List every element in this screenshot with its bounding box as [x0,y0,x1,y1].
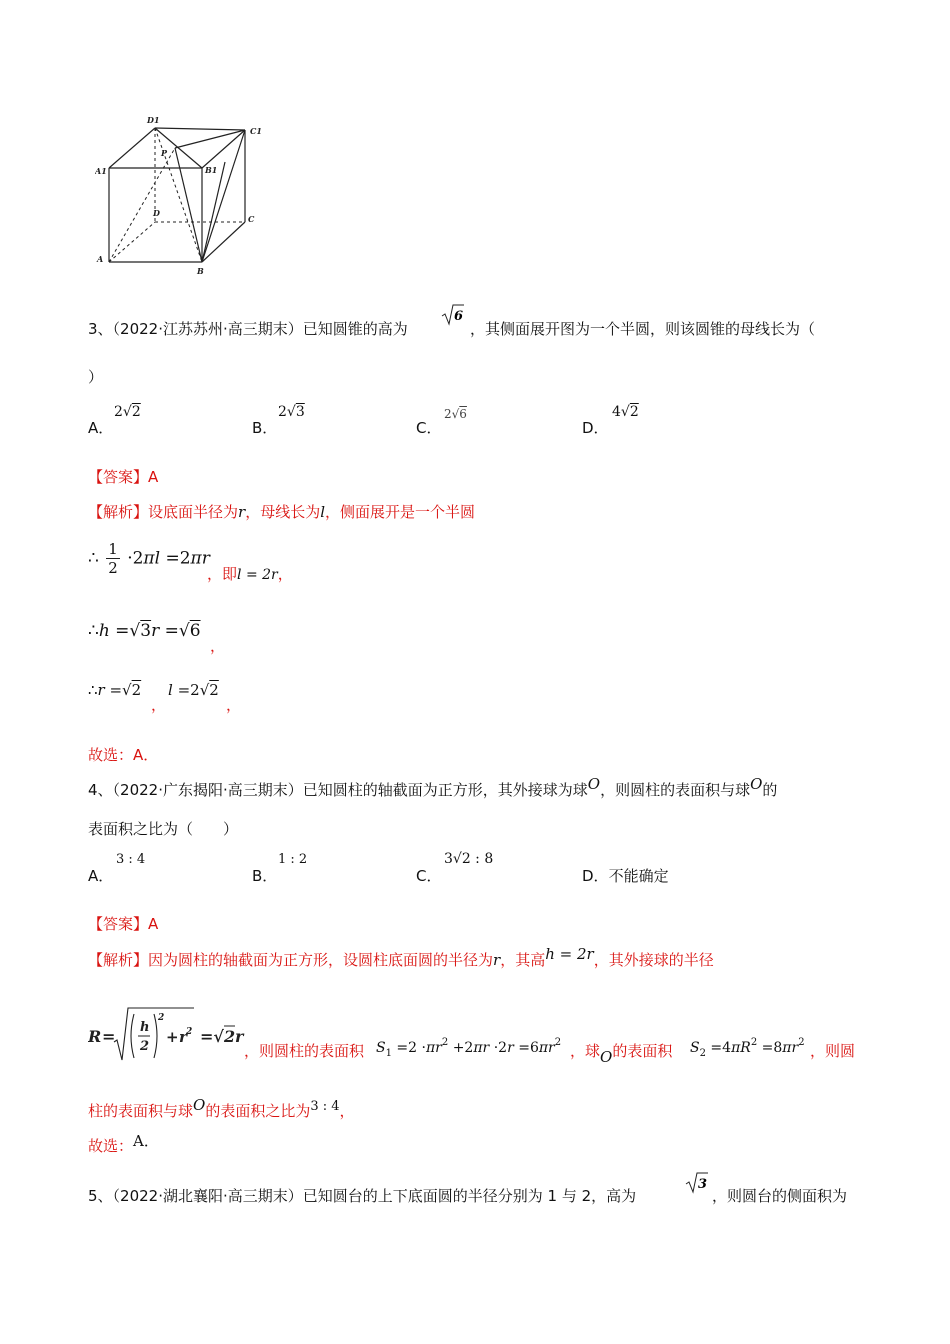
q4-ratio-line: 柱的表面积与球O的表面积之比为3 : 4， [88,1096,355,1120]
label-C: C [248,214,255,224]
svg-text:R: R [88,1027,102,1046]
q4-stem: 4、（2022·广东揭阳·高三期末）已知圆柱的轴截面为正方形，其外接球为球O，则圆柱的表面积与球O的 [88,775,778,799]
q4-option-c-value: 3√2 : 8 [444,851,494,867]
q3-answer: 【答案】A [88,468,159,486]
svg-text:2: 2 [186,1027,193,1037]
q3-option-a-value: 2√2 [114,404,141,420]
svg-text:r: r [235,1027,244,1046]
q4-s1-formula: $S_1 =2 \cdot\pi r^2 +2\pi r \cdot 2r =6\pi r^2$ [376,1037,562,1059]
svg-text:=√: =√ [200,1027,224,1046]
q4-option-b-letter: B． [252,867,278,885]
label-A: A [97,254,104,264]
q3-stem-b: ，其侧面展开图为一个半圆，则该圆锥的母线长为（ [470,320,816,338]
q3-analysis: 【解析】设底面半径为r，母线长为l，侧面展开是一个半圆 [88,503,476,521]
q4-surface-label: ，则圆柱的表面积 [244,1042,365,1060]
q3-option-b-value: 2√3 [278,404,305,420]
q3-option-c-value: 2√6 [444,407,467,421]
q3-option-c-letter: C． [416,419,442,437]
q3-eq2: ∴h =√3r =√6 [88,621,201,641]
svg-text:6: 6 [454,309,464,324]
svg-text:2: 2 [140,1039,150,1054]
q4-option-a-value: 3 : 4 [116,852,146,867]
svg-text:=: = [102,1027,116,1046]
q4-sphere-label: ，球O的表面积 [570,1042,673,1066]
q4-option-d: D．不能确定 [582,867,669,885]
svg-text:2: 2 [158,1013,165,1023]
q5-stem-b: ，则圆台的侧面积为 [712,1187,848,1205]
q3-option-d-value: 4√2 [612,404,639,420]
q3-option-d-letter: D． [582,419,609,437]
q3-eq1: ∴ $\frac{1}{2}$ ·2πl =2πr [88,540,210,577]
q4-analysis: 【解析】因为圆柱的轴截面为正方形，设圆柱底面圆的半径为r，其高h = 2r，其外接球的半径 [88,945,714,969]
q3-eq3: ∴r =√2 [88,681,142,699]
q3-eq3-b: l =2√2 [168,681,219,699]
label-D: D [153,208,160,218]
q3-stem-c: ） [88,368,104,386]
q4-option-c-letter: C． [416,867,442,885]
q4-line-tail: ，则圆 [810,1042,856,1060]
q4-stem-line2: 表面积之比为（ ） [88,820,239,838]
q3-source: （2022·江苏苏州·高三期末） [112,320,303,338]
q5-sqrt3 [684,1170,708,1194]
q4-radius-formula [88,1004,248,1066]
q3-eq1-tail: ，即l = 2r， [207,565,293,583]
q3-eq2-comma: ， [210,637,226,655]
q3-sqrt6 [440,302,464,326]
label-B: B [197,266,204,276]
cube-figure [95,112,275,280]
q3-option-b-letter: B． [252,419,278,437]
q3-choose: 故选：A． [88,746,159,764]
q3-eq3-comma-1: ， [151,696,167,714]
q4-answer: 【答案】A [88,915,159,933]
q4-option-b-value: 1 : 2 [278,852,308,867]
q3-stem: 3、（2022·江苏苏州·高三期末）已知圆锥的高为 [88,320,408,338]
svg-text:r: r [179,1028,187,1046]
svg-text:h: h [140,1020,150,1035]
q4-option-a-letter: A． [88,867,114,885]
q4-choose: 故选：A． [88,1132,159,1155]
q3-number: 3、 [88,320,113,338]
q3-eq3-comma-2: ， [226,696,242,714]
svg-text:+: + [166,1028,179,1046]
label-P: P [161,148,168,158]
q5-stem: 5、（2022·湖北襄阳·高三期末）已知圆台的上下底面圆的半径分别为 1 与 2，高为 [88,1187,637,1205]
label-C1: C1 [250,126,262,136]
svg-text:3: 3 [698,1177,708,1192]
label-A1: A1 [95,166,107,176]
svg-text:2: 2 [224,1027,236,1046]
label-B1: B1 [205,165,218,175]
q3-option-a-letter: A． [88,419,114,437]
q4-s2-formula: $S_2 =4\pi R^2 =8\pi r^2$ [690,1037,805,1059]
label-D1: D1 [147,115,160,125]
